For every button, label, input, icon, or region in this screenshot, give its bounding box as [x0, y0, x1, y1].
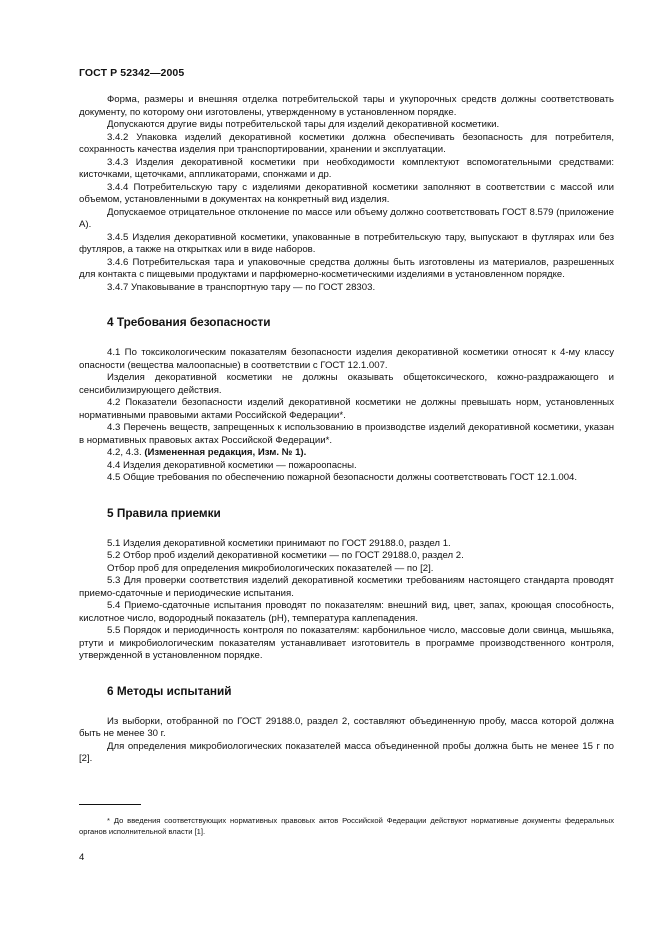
paragraph: Изделия декоративной косметики не должны оказывать общетоксического, кожно-раздражающего и сенсибилизирующего действия.	[79, 372, 614, 396]
footnote-text: * До введения соответствующих нормативных правовых актов Российской Федерации действуют нормативные документы федеральных органов исполнительной власти [1].	[79, 816, 614, 836]
paragraph: 3.4.7 Упаковывание в транспортную тару — по ГОСТ 28303.	[107, 281, 376, 293]
section-5-heading: 5 Правила приемки	[107, 505, 221, 520]
document-body	[79, 94, 614, 766]
paragraph: 5.1 Изделия декоративной косметики принимают по ГОСТ 29188.0, раздел 1.	[107, 537, 451, 549]
section-4-heading: 4 Требования безопасности	[107, 315, 271, 329]
paragraph: Для определения микробиологических показателей масса объединенной пробы должна быть не менее 15 г по [2].	[79, 740, 614, 764]
paragraph: 4.1 По токсикологическим показателям безопасности изделия декоративной косметики относят к 4-му классу опасности (вещества малоопасные) в соответствии с ГОСТ 12.1.007.	[79, 347, 614, 371]
amendment-label: (Измененная редакция, Изм. № 1).	[144, 447, 307, 458]
amendment-prefix: 4.2, 4.3.	[107, 447, 145, 458]
paragraph: 4.2 Показатели безопасности изделий декоративной косметики не должны превышать норм, установленных нормативными правовыми актами Российской Федерации*.	[79, 397, 614, 421]
paragraph: 4.4 Изделия декоративной косметики — пожароопасны.	[107, 459, 357, 471]
document-header: ГОСТ Р 52342—2005	[79, 67, 185, 79]
footnote	[79, 815, 614, 837]
page-number: 4	[79, 852, 85, 863]
section-6-heading: 6 Методы испытаний	[107, 683, 232, 698]
footnote-divider	[79, 804, 141, 805]
paragraph: Из выборки, отобранной по ГОСТ 29188.0, раздел 2, составляют объединенную пробу, масса которой должна быть не менее 30 г.	[79, 715, 614, 739]
paragraph: Форма, размеры и внешняя отделка потребительской тары и укупорочных средств должны соответствовать документу, по которому они изготовлены, утвержденному в установленном порядке.	[79, 94, 614, 118]
paragraph: 5.3 Для проверки соответствия изделий декоративной косметики требованиям настоящего стандарта проводят приемо-сдаточные и периодические испытания.	[79, 575, 614, 599]
paragraph: Допускаются другие виды потребительской тары для изделий декоративной косметики.	[107, 119, 500, 130]
paragraph: 3.4.2 Упаковка изделий декоративной косметики должна обеспечивать безопасность для потребителя, сохранность качества изделия при транспортировании, хранении и эксплуатации.	[79, 131, 614, 155]
paragraph: 4.3 Перечень веществ, запрещенных к использованию в производстве изделий декоративной косметики, указан в нормативных правовых актах Российской Федерации*.	[79, 422, 614, 446]
paragraph: Отбор проб для определения микробиологических показателей — по [2].	[107, 562, 434, 574]
paragraph: 5.2 Отбор проб изделий декоративной косметики — по ГОСТ 29188.0, раздел 2.	[107, 550, 464, 561]
paragraph: 3.4.6 Потребительская тара и упаковочные средства должны быть изготовлены из материалов, разрешенных для контакта с пищевыми продуктами и парфюмерно-косметическими изделиями в установленном порядке.	[79, 256, 614, 280]
paragraph: 3.4.4 Потребительскую тару с изделиями декоративной косметики заполняют в соответствии с массой или объемом, установленными в документах на конкретный вид изделия.	[79, 181, 614, 205]
paragraph: 3.4.5 Изделия декоративной косметики, упакованные в потребительскую тару, выпускают в футлярах или без футляров, а также на открытках или в виде наборов.	[79, 231, 614, 255]
amendment-note	[79, 447, 614, 460]
paragraph: 5.4 Приемо-сдаточные испытания проводят по показателям: внешний вид, цвет, запах, кроющая способность, кислотное число, водородный показатель (pH), температура каплепадения.	[79, 600, 614, 624]
paragraph: 3.4.3 Изделия декоративной косметики при необходимости комплектуют вспомогательными средствами: кисточками, щеточками, аппликаторами, спонжами и др.	[79, 156, 614, 180]
paragraph: 5.5 Порядок и периодичность контроля по показателям: карбонильное число, массовые доли свинца, мышьяка, ртути и микробиологическим показателям устанавливает изготовитель в программе производственного контроля, утвержденной в установленном порядке.	[79, 625, 614, 661]
paragraph: Допускаемое отрицательное отклонение по массе или объему должно соответствовать ГОСТ 8.579 (приложение А).	[79, 206, 614, 230]
paragraph: 4.5 Общие требования по обеспечению пожарной безопасности должны соответствовать ГОСТ 12.1.004.	[107, 472, 578, 483]
